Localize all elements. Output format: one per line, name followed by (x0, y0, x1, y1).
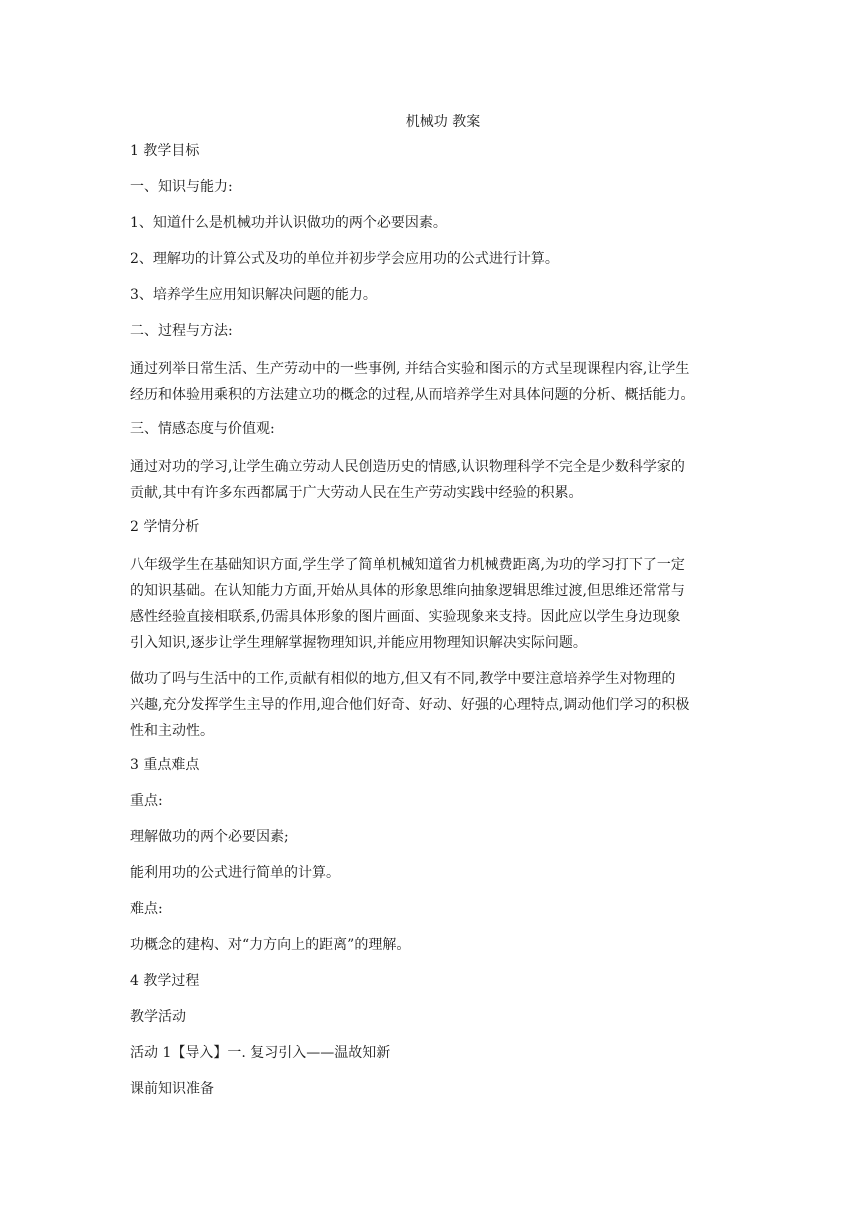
paragraph-line: 经历和体验用乘积的方法建立功的概念的过程,从而培养学生对具体问题的分析、概括能力。 (130, 387, 695, 403)
key-point-1: 理解做功的两个必要因素; (130, 829, 289, 845)
paragraph-process-method (130, 356, 730, 408)
paragraph-line: 通过对功的学习,让学生确立劳动人民创造历史的情感,认识物理科学不完全是少数科学家的 (130, 459, 685, 475)
section-heading-process: 4 教学过程 (130, 973, 200, 989)
subheading-knowledge: 一、知识与能力: (130, 179, 233, 195)
subheading-attitude: 三、情感态度与价值观: (130, 421, 275, 437)
section-heading-objectives: 1 教学目标 (130, 143, 200, 159)
objective-item-3: 3、培养学生应用知识解决问题的能力。 (130, 287, 377, 303)
document-title: 机械功 教案 (405, 114, 481, 130)
section-heading-key-points: 3 重点难点 (130, 757, 200, 773)
paragraph-line: 的知识基础。在认知能力方面,开始从具体的形象思维向抽象逻辑思维过渡,但思维还常常与 (130, 583, 685, 599)
difficulty-point-1: 功概念的建构、对“力方向上的距离”的理解。 (130, 937, 411, 953)
paragraph-attitude (130, 454, 730, 506)
paragraph-line: 做功了吗与生活中的工作,贡献有相似的地方,但又有不同,教学中要注意培养学生对物理的 (130, 671, 676, 687)
paragraph-line: 感性经验直接相联系,仍需具体形象的图片画面、实验现象来支持。因此应以学生身边现象 (130, 609, 681, 625)
key-point-2: 能利用功的公式进行简单的计算。 (130, 865, 340, 881)
key-label: 重点: (130, 793, 163, 809)
paragraph-line: 通过列举日常生活、生产劳动中的一些事例, 并结合实验和图示的方式呈现课程内容,让学生 (130, 361, 690, 377)
subheading-process-method: 二、过程与方法: (130, 323, 233, 339)
paragraph-analysis-2 (130, 666, 730, 744)
objective-item-1: 1、知道什么是机械功并认识做功的两个必要因素。 (130, 215, 447, 231)
paragraph-line: 八年级学生在基础知识方面,学生学了简单机械知道省力机械费距离,为功的学习打下了一定 (130, 557, 685, 573)
pre-class-preparation: 课前知识准备 (130, 1081, 214, 1097)
activity-1: 活动 1【导入】一. 复习引入——温故知新 (130, 1045, 391, 1061)
paragraph-line: 贡献,其中有许多东西都属于广大劳动人民在生产劳动实践中经验的积累。 (130, 485, 583, 501)
paragraph-analysis-1 (130, 552, 730, 656)
objective-item-2: 2、理解功的计算公式及功的单位并初步学会应用功的公式进行计算。 (130, 251, 559, 267)
paragraph-line: 引入知识,逐步让学生理解掌握物理知识,并能应用物理知识解决实际问题。 (130, 635, 587, 651)
paragraph-line: 兴趣,充分发挥学生主导的作用,迎合他们好奇、好动、好强的心理特点,调动他们学习的积极 (130, 697, 690, 713)
paragraph-line: 性和主动性。 (130, 723, 214, 739)
teaching-activity-label: 教学活动 (130, 1009, 186, 1025)
document-page (130, 108, 730, 1114)
section-heading-analysis: 2 学情分析 (130, 519, 200, 535)
difficulty-label: 难点: (130, 901, 163, 917)
